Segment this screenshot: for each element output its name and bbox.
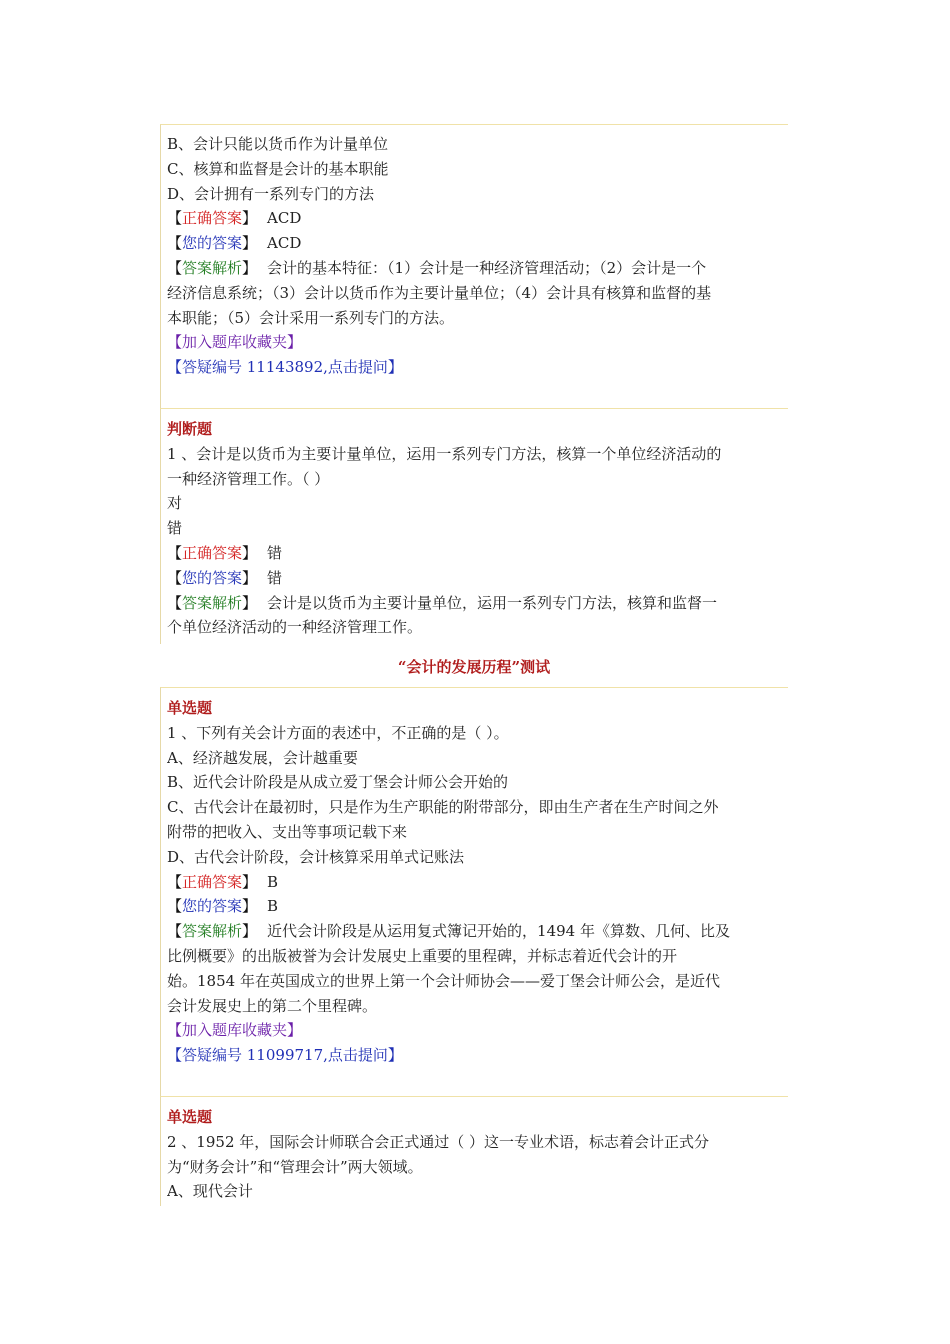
ask-question-link[interactable]: 【答疑编号 11099717,点击提问】: [167, 1046, 403, 1065]
your-answer-row: 【您的答案】 B: [167, 897, 279, 916]
your-answer-value: 错: [267, 568, 283, 587]
analysis-text: 比例概要》的出版被誉为会计发展史上重要的里程碑，并标志着近代会计的开: [167, 946, 678, 965]
ask-question-link[interactable]: 【答疑编号 11143892,点击提问】: [167, 358, 403, 377]
option-d[interactable]: D、古代会计阶段，会计核算采用单式记账法: [167, 847, 465, 866]
analysis-label: 答案解析: [182, 922, 243, 941]
your-answer-label: 您的答案: [182, 234, 243, 253]
question-text: 为“财务会计”和“管理会计”两大领域。: [167, 1157, 423, 1176]
analysis-text: 会计是以货币为主要计量单位，运用一系列专门方法，核算和监督一: [267, 593, 718, 612]
analysis-text: 个单位经济活动的一种经济管理工作。: [167, 618, 423, 637]
analysis-text: 始。1854 年在英国成立的世界上第一个会计师协会——爱丁堡会计师公会，是近代: [167, 971, 720, 990]
question-type: 判断题: [167, 420, 213, 438]
question-block-4: [160, 1096, 788, 1206]
question-text: 一种经济管理工作。（ ）: [167, 469, 330, 488]
analysis-row: 【答案解析】 近代会计阶段是从运用复式簿记开始的，1494 年《算数、几何、比及: [167, 922, 730, 941]
option-c: C、核算和监督是会计的基本职能: [167, 159, 389, 178]
option-b[interactable]: B、近代会计阶段是从成立爱丁堡会计师公会开始的: [167, 773, 509, 792]
option-true[interactable]: 对: [167, 494, 183, 513]
add-to-favorites-link[interactable]: 【加入题库收藏夹】: [167, 333, 303, 352]
analysis-text: 经济信息系统；（3）会计以货币作为主要计量单位；（4）会计具有核算和监督的基: [167, 283, 712, 302]
correct-answer-label: 正确答案: [182, 543, 243, 562]
option-a[interactable]: A、经济越发展，会计越重要: [167, 748, 358, 767]
option-a[interactable]: A、现代会计: [167, 1182, 253, 1201]
correct-answer-value: 错: [267, 543, 283, 562]
question-type: 单选题: [167, 1108, 213, 1126]
correct-answer-row: 【正确答案】 B: [167, 872, 279, 891]
question-text: 1 、会计是以货币为主要计量单位，运用一系列专门方法，核算一个单位经济活动的: [167, 444, 722, 463]
correct-answer-label: 正确答案: [182, 209, 243, 228]
analysis-row: 【答案解析】 会计是以货币为主要计量单位，运用一系列专门方法，核算和监督一: [167, 593, 718, 612]
add-to-favorites-link[interactable]: 【加入题库收藏夹】: [167, 1021, 303, 1040]
analysis-label: 答案解析: [182, 258, 243, 277]
section-title: “会计的发展历程”测试: [397, 658, 551, 676]
correct-answer-row: 【正确答案】 ACD: [167, 209, 302, 228]
correct-answer-label: 正确答案: [182, 872, 243, 891]
correct-answer-value: B: [267, 872, 279, 891]
question-block-2: [160, 408, 788, 644]
question-block-3: [160, 687, 788, 1096]
option-d: D、会计拥有一系列专门的方法: [167, 184, 375, 203]
your-answer-value: ACD: [267, 234, 302, 253]
analysis-label: 答案解析: [182, 593, 243, 612]
question-type: 单选题: [167, 699, 213, 717]
option-b: B、会计只能以货币作为计量单位: [167, 135, 389, 153]
option-c[interactable]: C、古代会计在最初时，只是作为生产职能的附带部分，即由生产者在生产时间之外: [167, 798, 719, 817]
correct-answer-value: ACD: [267, 209, 302, 228]
option-false[interactable]: 错: [167, 519, 183, 538]
correct-answer-row: 【正确答案】 错: [167, 543, 283, 562]
your-answer-label: 您的答案: [182, 897, 243, 916]
analysis-text: 会计的基本特征：（1）会计是一种经济管理活动；（2）会计是一个: [267, 258, 707, 277]
analysis-text: 会计发展史上的第二个里程碑。: [167, 996, 378, 1015]
question-block-1: [160, 124, 788, 408]
analysis-text: 近代会计阶段是从运用复式簿记开始的，1494 年《算数、几何、比及: [267, 922, 730, 941]
your-answer-label: 您的答案: [182, 568, 243, 587]
your-answer-value: B: [267, 897, 279, 916]
question-text: 1 、下列有关会计方面的表述中，不正确的是（ ）。: [167, 723, 509, 742]
analysis-row: 【答案解析】 会计的基本特征：（1）会计是一种经济管理活动；（2）会计是一个: [167, 258, 707, 277]
option-c-continued: 附带的把收入、支出等事项记载下来: [167, 822, 408, 841]
your-answer-row: 【您的答案】 ACD: [167, 234, 302, 253]
question-text: 2 、1952 年，国际会计师联合会正式通过（ ）这一专业术语，标志着会计正式分: [167, 1132, 710, 1151]
analysis-text: 本职能；（5）会计采用一系列专门的方法。: [167, 308, 455, 327]
your-answer-row: 【您的答案】 错: [167, 568, 283, 587]
